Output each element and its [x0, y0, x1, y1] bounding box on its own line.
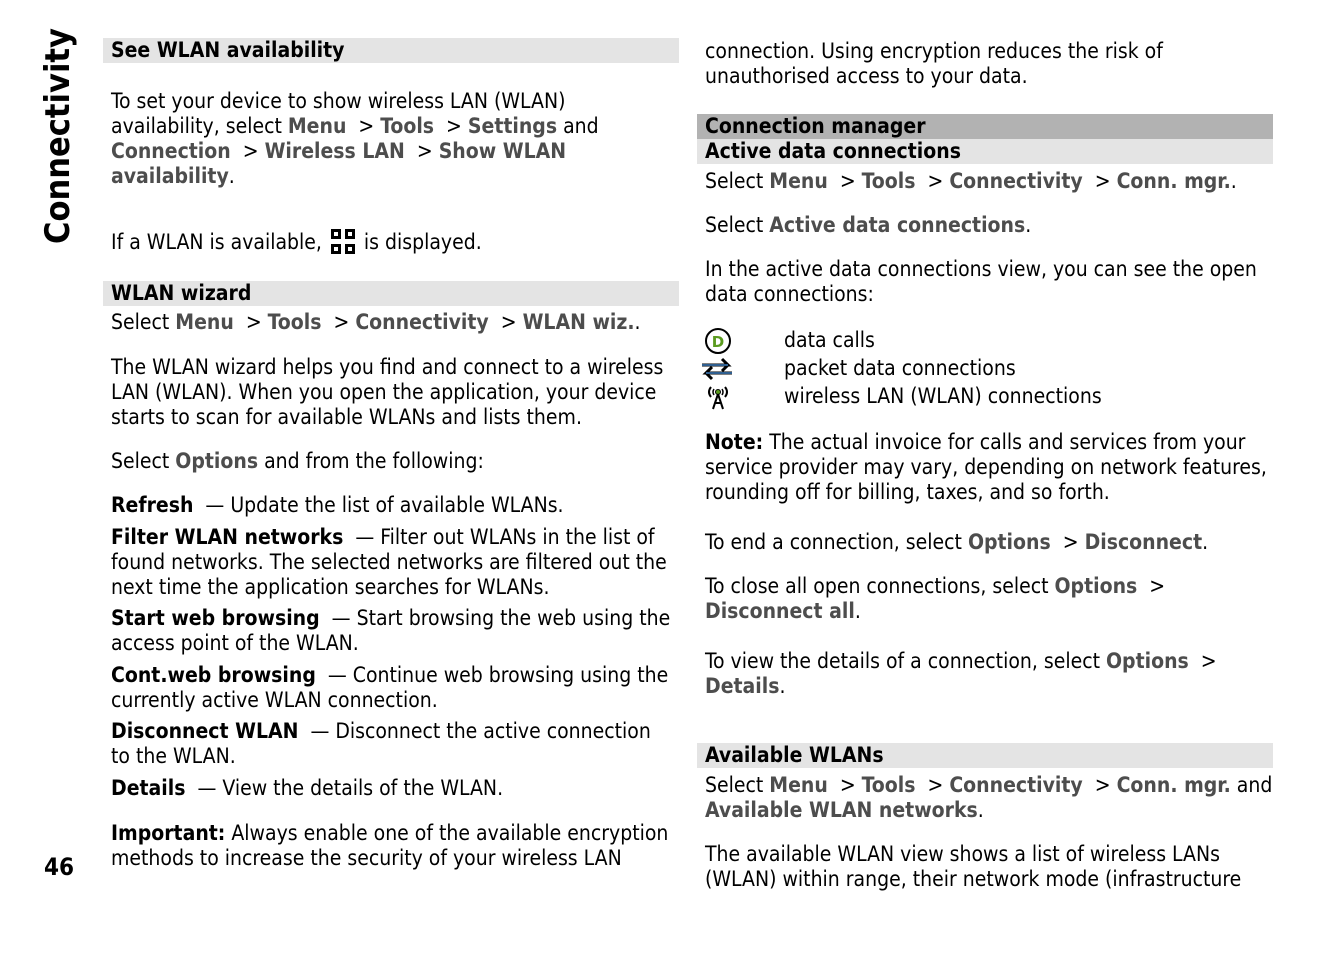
option-desc: — View the details of the WLAN. [197, 776, 504, 800]
data-call-icon [703, 327, 733, 355]
menu-path-item: Tools [380, 114, 435, 138]
option-desc: — Start browsing the web using the access point of the WLAN. [111, 606, 671, 655]
icon-legend-row [697, 327, 1273, 355]
important-label: Important: [111, 821, 226, 845]
menu-path-item: Details [705, 674, 780, 698]
menu-path-item: Conn. mgr. [1116, 169, 1231, 193]
option-term: Cont.web browsing [111, 663, 316, 687]
menu-path-item: Options [967, 530, 1051, 554]
menu-path-item: Disconnect [1084, 530, 1203, 554]
section-subheading: Active data connections [697, 139, 1273, 164]
option-desc: — Disconnect the active connection to the WLAN. [111, 719, 651, 768]
section-heading: Connection manager [697, 114, 1273, 139]
menu-path-item: Connectivity [949, 169, 1083, 193]
menu-path-item: Tools [267, 310, 322, 334]
menu-path: Select Menu > Tools > Connectivity > Conn. mgr.. [705, 169, 1237, 193]
option-term: Start web browsing [111, 606, 320, 630]
menu-path-item: Options [175, 449, 259, 473]
wlan-available-icon [330, 228, 356, 256]
option-item [103, 663, 679, 713]
wlan-antenna-icon [703, 383, 733, 411]
menu-path-item: Menu [769, 773, 828, 797]
menu-path-item: Tools [861, 169, 916, 193]
option-desc: — Continue web browsing using the currently active WLAN connection. [111, 663, 669, 712]
paragraph: In the active data connections view, you can see the open data connections: [705, 257, 1257, 306]
option-item [103, 525, 679, 600]
important-notice [103, 821, 679, 871]
section-tab [36, 28, 80, 244]
note-notice [697, 430, 1273, 505]
important-text: Always enable one of the available encryption methods to increase the security of your wireless LAN [111, 821, 669, 870]
menu-path: Select Menu > Tools > Connectivity > Conn. mgr. and Available WLAN networks. [705, 773, 1273, 822]
page-number: 46 [44, 853, 75, 881]
menu-path-item: Connection [111, 139, 231, 163]
menu-path-item: Options [1106, 649, 1189, 673]
paragraph: Select Active data connections. [705, 213, 1032, 237]
note-label: Note: [705, 430, 764, 454]
menu-path-item: Connectivity [355, 310, 489, 334]
menu-path-item: Menu [287, 114, 347, 138]
icon-legend-row [697, 355, 1273, 383]
paragraph: connection. Using encryption reduces the risk of unauthorised access to your data. [705, 39, 1163, 88]
section-heading: Available WLANs [697, 743, 1273, 768]
menu-path-item: WLAN wiz. [522, 310, 635, 334]
section-heading: WLAN wizard [103, 281, 679, 306]
paragraph: Select Options and from the following: [111, 449, 484, 473]
option-term: Disconnect WLAN [111, 719, 299, 743]
note-text: The actual invoice for calls and services from your service provider may vary, depending on network features, rounding off for billing, taxes, and so forth. [705, 430, 1267, 504]
section-tab-label: Connectivity [38, 28, 78, 244]
paragraph: To end a connection, select Options > Disconnect. [705, 530, 1209, 554]
menu-path-item: Options [1054, 574, 1138, 598]
icon-legend-label: wireless LAN (WLAN) connections [784, 384, 1102, 408]
menu-path-item: Menu [175, 310, 234, 334]
menu-path-item: Settings [467, 114, 558, 138]
svg-text:D: D [711, 333, 725, 351]
option-desc: — Update the list of available WLANs. [205, 493, 564, 517]
option-item [103, 606, 679, 656]
paragraph: The WLAN wizard helps you find and connect to a wireless LAN (WLAN). When you open the application, your device starts to scan for available WLANs and lists them. [111, 355, 664, 429]
paragraph: To set your device to show wireless LAN (WLAN) availability, select Menu > Tools > Settings and Connection > Wireless LAN > Show WLAN availability. [111, 89, 599, 188]
paragraph: To view the details of a connection, select Options > Details. [705, 649, 1217, 698]
option-desc: — Filter out WLANs in the list of found networks. The selected networks are filtered out the next time the application searches for WLANs. [111, 525, 667, 599]
menu-path-item: Connectivity [949, 773, 1083, 797]
paragraph: To close all open connections, select Options > Disconnect all. [705, 574, 1166, 623]
icon-legend-label: data calls [784, 328, 875, 352]
menu-path-item: Menu [769, 169, 828, 193]
section-heading: See WLAN availability [103, 38, 679, 63]
menu-path-item: Wireless LAN [264, 139, 405, 163]
menu-path: Select Menu > Tools > Connectivity > WLAN wiz.. [111, 310, 641, 334]
menu-path-item: Disconnect all [705, 599, 855, 623]
icon-legend-row [697, 383, 1273, 411]
icon-legend-label: packet data connections [784, 356, 1016, 380]
menu-path-item: Tools [861, 773, 916, 797]
option-term: Details [111, 776, 186, 800]
paragraph: If a WLAN is available, is displayed. [111, 230, 482, 254]
menu-path-item: Active data connections [769, 213, 1026, 237]
menu-path-item: Show WLAN availability [111, 139, 567, 188]
option-term: Filter WLAN networks [111, 525, 344, 549]
menu-path-item: Conn. mgr. [1116, 773, 1231, 797]
paragraph: The available WLAN view shows a list of wireless LANs (WLAN) within range, their network mode (infrastructure [705, 842, 1242, 891]
option-term: Refresh [111, 493, 194, 517]
option-item [103, 776, 679, 801]
option-item [103, 493, 679, 518]
packet-data-icon [697, 355, 737, 383]
menu-path-item: Available WLAN networks [705, 798, 978, 822]
option-item [103, 719, 679, 769]
